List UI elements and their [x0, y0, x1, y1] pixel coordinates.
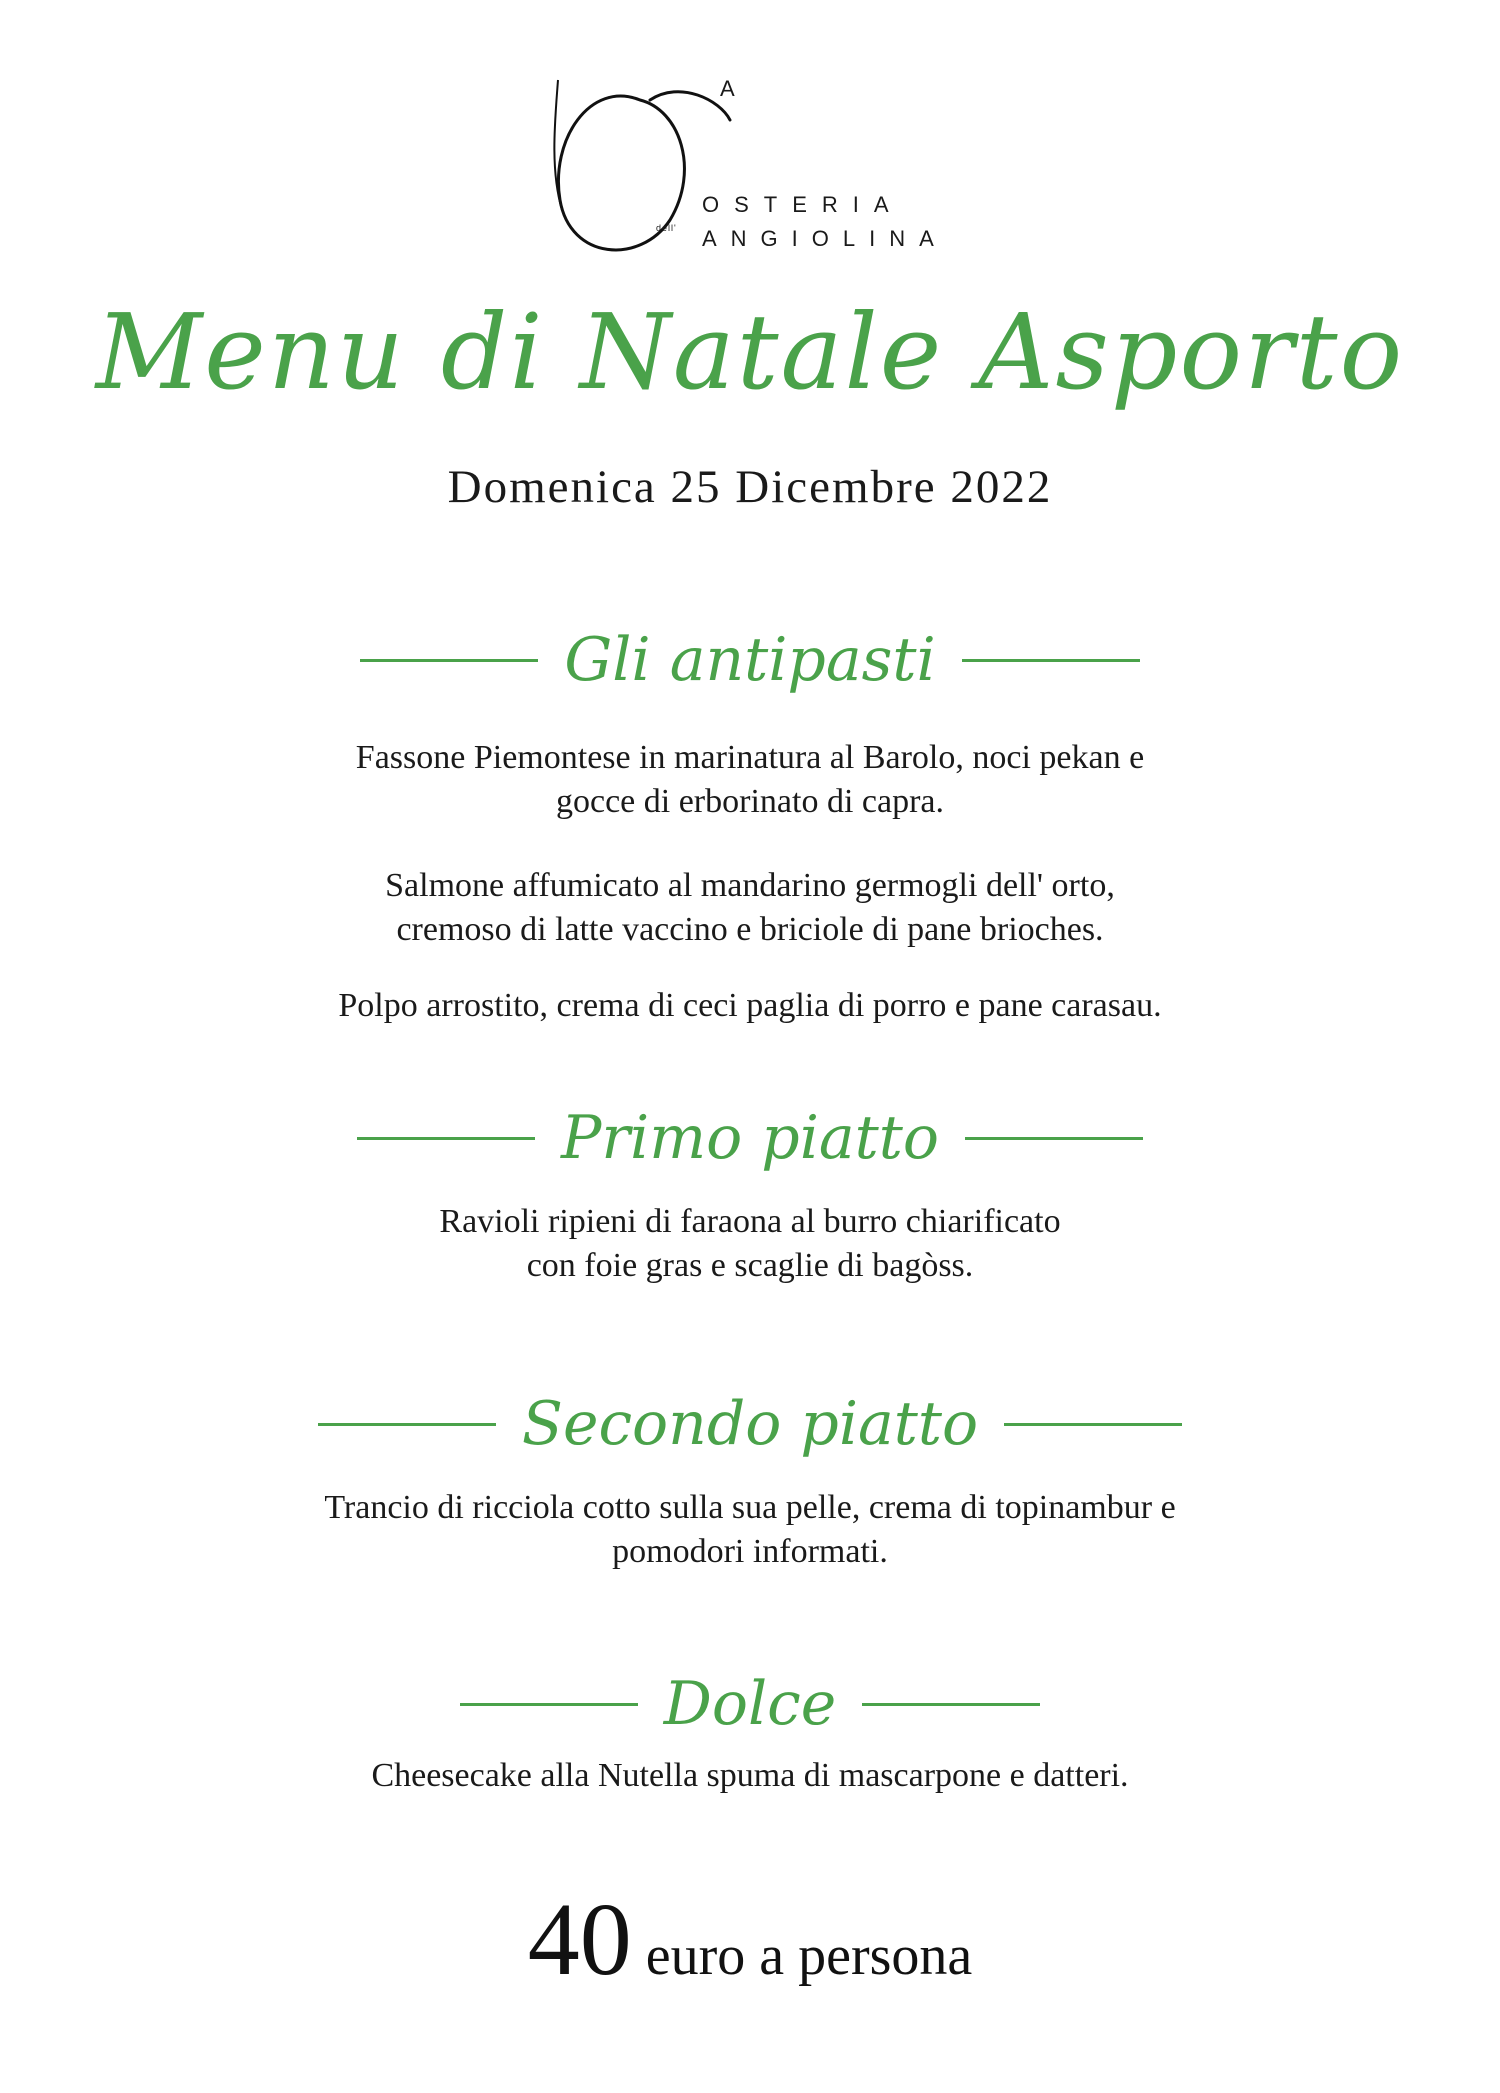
dish-line: Polpo arrostito, crema di ceci paglia di porro e pane carasau.: [338, 987, 1162, 1024]
divider-line: [1004, 1423, 1182, 1426]
logo-dell: dell': [656, 223, 677, 233]
dish-item: [0, 1486, 1500, 1574]
dish-line: Trancio di ricciola cotto sulla sua pelle, crema di topinambur e: [324, 1489, 1176, 1526]
divider-line: [965, 1137, 1143, 1140]
logo-angiolina: ANGIOLINA: [702, 226, 948, 251]
dish-item: [0, 984, 1500, 1028]
section-heading-antipasti: [0, 620, 1500, 700]
section-heading-dolce: [0, 1664, 1500, 1744]
divider-line: [862, 1703, 1040, 1706]
dish-line: gocce di erborinato di capra.: [556, 783, 944, 820]
dish-line: Fassone Piemontese in marinatura al Barolo, noci pekan e: [355, 739, 1145, 776]
section-title: Primo piatto: [560, 1103, 940, 1173]
logo-osteria: OSTERIA: [702, 192, 904, 217]
divider-line: [357, 1137, 535, 1140]
divider-line: [360, 659, 538, 662]
dish-item: [0, 1200, 1500, 1288]
section-title: Dolce: [663, 1669, 837, 1739]
price-unit: euro a persona: [645, 1925, 973, 1987]
section-heading-primo: [0, 1098, 1500, 1178]
divider-line: [318, 1423, 496, 1426]
price-amount: 40: [527, 1882, 632, 1997]
section-title: Gli antipasti: [564, 625, 936, 695]
dish-item: [0, 736, 1500, 824]
osteria-logo: [530, 60, 1000, 270]
dish-item: [0, 864, 1500, 952]
dish-item: [0, 1754, 1500, 1798]
dish-line: con foie gras e scaglie di bagòss.: [526, 1247, 974, 1284]
divider-line: [962, 659, 1140, 662]
divider-line: [460, 1703, 638, 1706]
dish-line: pomodori informati.: [612, 1533, 888, 1570]
section-title: Secondo piatto: [521, 1389, 979, 1459]
logo-letter-a: A: [720, 76, 735, 101]
menu-title: Menu di Natale Asporto: [95, 291, 1405, 413]
dish-line: Salmone affumicato al mandarino germogli dell' orto,: [385, 867, 1115, 904]
dish-line: cremoso di latte vaccino e briciole di pane brioches.: [396, 911, 1104, 948]
dish-line: Cheesecake alla Nutella spuma di mascarpone e datteri.: [371, 1757, 1129, 1794]
menu-date: Domenica 25 Dicembre 2022: [447, 461, 1053, 513]
section-heading-secondo: [0, 1384, 1500, 1464]
price-line: [0, 1880, 1500, 1999]
dish-line: Ravioli ripieni di faraona al burro chiarificato: [439, 1203, 1061, 1240]
